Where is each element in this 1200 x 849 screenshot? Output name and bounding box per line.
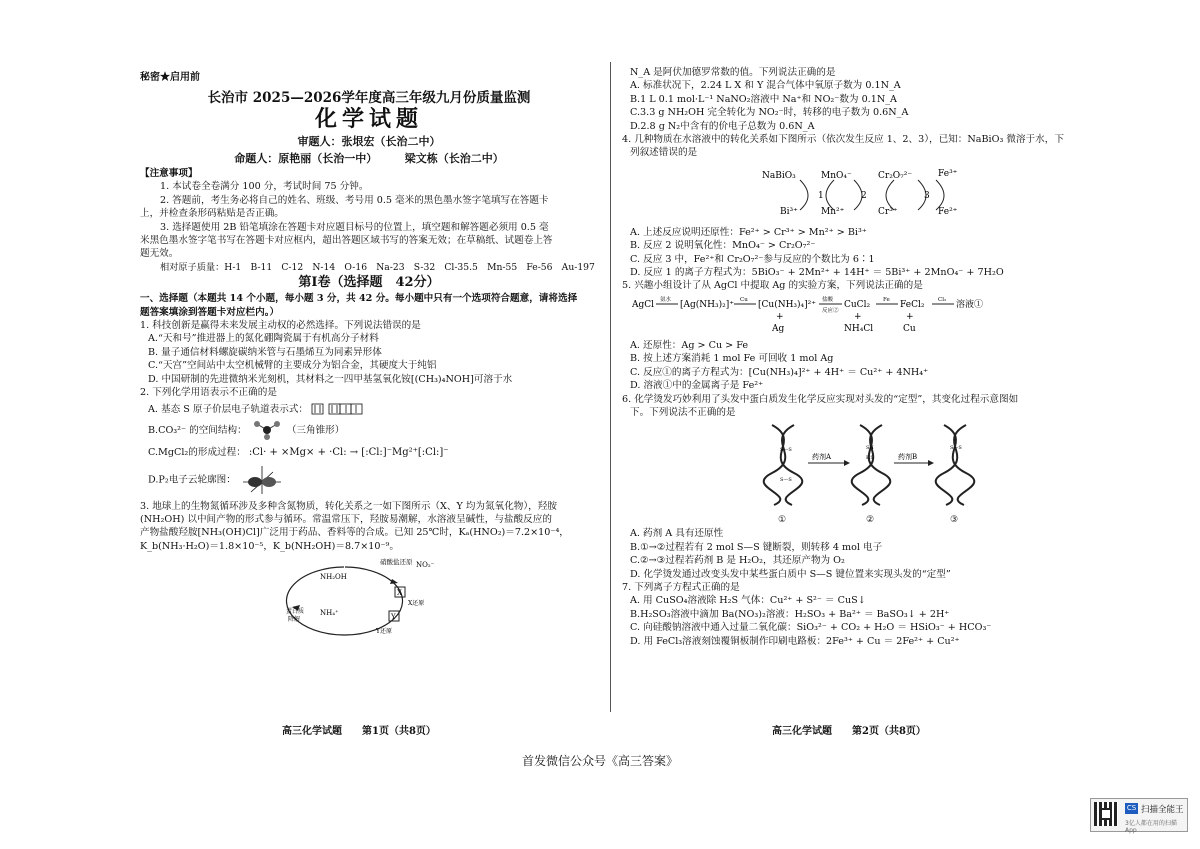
- right-page: [622, 0, 1080, 720]
- question-2-stem: 2. 下列化学用语表示不正确的是: [140, 387, 277, 399]
- flow-p2: [Cu(NH₃)₄]²⁺: [758, 299, 817, 310]
- flow-step5: Cl₂: [938, 296, 947, 303]
- question-5-option: A. 还原性：Ag > Cu > Fe: [630, 339, 749, 351]
- secret-label: 秘密★启用前: [140, 72, 200, 83]
- svg-text:+: +: [906, 311, 914, 322]
- helix-label-1: ①: [778, 515, 787, 526]
- flow-p1: [Ag(NH₃)₂]⁺: [680, 299, 734, 310]
- section-line: 题答案填涂到答题卡对应栏内。）: [140, 306, 280, 318]
- scanner-subtitle: 3亿人都在用的扫描App: [1125, 820, 1177, 834]
- question-7-option: A. 用 CuSO₄溶液除 H₂S 气体：Cu²⁺ + S²⁻ ＝ CuS↓: [630, 595, 866, 607]
- question-3-option: C.3.3 g NH₂OH 完全转化为 NO₂⁻时，转移的电子数为 0.6N_A: [630, 107, 909, 119]
- question-6-option: B.①→②过程若有 2 mol S—S 键断裂，则转移 4 mol 电子: [630, 541, 883, 553]
- bond-ss: S—S: [950, 445, 962, 452]
- cycle-label-nh2oh: NH₂OH: [320, 573, 347, 582]
- reviewer-line: 审题人：张垠宏（长治二中）: [297, 135, 441, 148]
- question-3-option: D.2.8 g N₂中含有的价电子总数为 0.6N_A: [630, 120, 815, 132]
- p-orbital-icon: [239, 464, 285, 496]
- question-7-stem: 7. 下列离子方程式正确的是: [622, 581, 740, 593]
- page-2-footer: 高三化学试题 第2页（共8页）: [772, 726, 926, 737]
- question-1-option: A.“天和号”推进器上的氮化硼陶瓷属于有机高分子材料: [148, 333, 379, 345]
- cycle-label-x: X: [397, 589, 402, 598]
- species-cr3: Cr³⁺: [878, 206, 898, 217]
- species-fe2: Fe²⁺: [938, 206, 958, 217]
- species-cr2o7: Cr₂O₇²⁻: [878, 170, 913, 181]
- scanner-name: 扫描全能王: [1141, 805, 1184, 815]
- question-1-option: D. 中国研制的先进微纳米光刻机，其材料之一四甲基氢氧化铵[(CH₃)₄NOH]可溶于水: [148, 373, 513, 385]
- option-b-text: B.CO₃²⁻ 的空间结构：: [148, 424, 247, 436]
- page-divider: [610, 62, 611, 712]
- page-1-footer: 高三化学试题 第1页（共8页）: [282, 726, 436, 737]
- cycle-label-xred: X还原: [408, 600, 425, 608]
- wechat-watermark: 首发微信公众号《高三答案》: [521, 754, 678, 768]
- perm-process-diagram: [622, 419, 1080, 511]
- authors-line: 命题人：原艳丽（长治一中） 梁文栋（长治二中）: [234, 152, 504, 165]
- agent-b-label: 药剂B: [898, 453, 918, 462]
- flow-byproduct-nh4cl: NH₄Cl: [844, 323, 874, 334]
- cycle-label-y: Y: [391, 613, 396, 622]
- question-2-option-d: [140, 464, 598, 500]
- question-4-option: B. 反应 2 说明氧化性：MnO₄⁻ > Cr₂O₇²⁻: [630, 240, 816, 252]
- notice-line: 上，并检查条形码粘贴是否正确。: [140, 208, 284, 220]
- question-1-stem: 1. 科技创新是赢得未来发展主动权的必然选择。下列说法错误的是: [140, 320, 421, 332]
- flow-step3b: 反应②: [822, 307, 839, 314]
- question-6-stem: 6. 化学烫发巧妙利用了头发中蛋白质发生化学反应实现对头发的“定型”，其变化过程示意图如: [622, 393, 1019, 405]
- question-3-line: 产物盐酸羟胺[NH₃(OH)Cl]广泛用于药品、香料等的合成。已知 25℃时，Kₐ(HNO₂)＝7.2×10⁻⁴，: [140, 527, 569, 539]
- question-4-option: C. 反应 3 中，Fe²⁺和 Cr₂O₇²⁻参与反应的个数比为 6∶1: [630, 253, 875, 265]
- cycle-label-protein2: 降解: [288, 616, 301, 624]
- helix-labels: [622, 515, 1080, 527]
- question-5-option: D. 溶液①中的金属离子是 Fe²⁺: [630, 380, 764, 392]
- flow-byproduct-cu: Cu: [903, 323, 916, 334]
- flow-step2: Cu: [740, 296, 748, 303]
- question-7-option: B.H₂SO₃溶液中滴加 Ba(NO₃)₂溶液：H₂SO₃ + Ba²⁺ ＝ BaSO₃↓ + 2H⁺: [630, 608, 950, 620]
- section-line: 一、选择题（本题共 14 个小题，每小题 3 分，共 42 分。每小题中只有一个选项符合题意，请将选择: [140, 293, 578, 305]
- question-3-line: K_b(NH₃·H₂O)＝1.8×10⁻⁵，K_b(NH₂OH)＝8.7×10⁻⁹。: [140, 540, 399, 552]
- qr-code-icon: [1094, 802, 1118, 826]
- cycle-label-yred: Y还原: [376, 628, 392, 636]
- question-4-option: A. 上述反应说明还原性：Fe²⁺ > Cr³⁺ > Mn²⁺ > Bi³⁺: [630, 226, 867, 238]
- left-page: [140, 0, 598, 720]
- cycle-label-no2: NO₂⁻: [416, 561, 435, 570]
- species-fe3: Fe³⁺: [938, 168, 958, 179]
- volume-title: 第Ⅰ卷（选择题 42分）: [298, 275, 440, 291]
- flow-p3: CuCl₂: [844, 299, 871, 310]
- svg-text:+: +: [776, 311, 784, 322]
- question-6-option: D. 化学烫发通过改变头发中某些蛋白质中 S—S 键位置来实现头发的“定型”: [630, 568, 951, 580]
- question-6-option: A. 药剂 A 具有还原性: [630, 528, 724, 540]
- question-2-option-a: [140, 400, 598, 420]
- flow-step3: 盐酸: [822, 296, 834, 303]
- mgcl2-formation: :Cl· + ×Mg× + ·Cl: → [:Cl:]⁻Mg²⁺[:Cl:]⁻: [248, 446, 449, 458]
- helix-2: [852, 425, 891, 505]
- question-2-option-c: [140, 442, 598, 464]
- helix-label-3: ③: [950, 515, 959, 526]
- question-3-option: A. 标准状况下，2.24 L X 和 Y 混合气体中氧原子数为 0.1N_A: [630, 80, 901, 92]
- bond-ss: S—S: [780, 477, 792, 484]
- question-1-option: B. 量子通信材料螺旋碳纳米管与石墨烯互为同素异形体: [148, 346, 382, 358]
- question-6-stem: 下。下列说法不正确的是: [630, 406, 736, 418]
- question-4-stem: 4. 几种物质在水溶液中的转化关系如下图所示（依次发生反应 1、2、3），已知：NaBiO₃ 微溶于水，下: [622, 134, 1064, 146]
- question-4-option: D. 反应 1 的离子方程式为：5BiO₃⁻ + 2Mn²⁺ + 14H⁺ ＝ 5Bi³⁺ + 2MnO₄⁻ + 7H₂O: [630, 267, 1004, 279]
- flow-agcl: AgCl: [632, 299, 655, 310]
- species-bi3: Bi³⁺: [780, 206, 798, 217]
- agent-a-label: 药剂A: [812, 453, 832, 462]
- question-3-cont: N_A 是阿伏加德罗常数的值。下列说法正确的是: [630, 67, 836, 78]
- option-c-text: C.MgCl₂的形成过程：: [148, 446, 246, 458]
- camscanner-logo: CS: [1126, 804, 1137, 812]
- question-5-stem: 5. 兴趣小组设计了从 AgCl 中提取 Ag 的实验方案，下列说法正确的是: [622, 280, 923, 292]
- cycle-label-nh4: NH₄⁺: [320, 609, 339, 618]
- question-3-line: 3. 地球上的生物氮循环涉及多种含氮物质，转化关系之一如下图所示（X、Y 均为氮氧化物），羟胺: [140, 500, 557, 512]
- helix-1: [764, 425, 803, 505]
- silver-recovery-flow: [622, 293, 1080, 335]
- exam-title: 长治市 2025—2026学年度高三年级九月份质量监测: [207, 90, 531, 106]
- notice-line: 米黑色墨水签字笔书写在答题卡对应框内，超出答题区域书写的答案无效；在草稿纸、试题卷上答: [140, 235, 553, 247]
- scanner-badge: [1090, 798, 1188, 832]
- bond-ss: S—S: [780, 447, 792, 454]
- helix-3: [936, 425, 975, 505]
- notice-line: 3. 选择题使用 2B 铅笔填涂在答题卡对应题目标号的位置上，填空题和解答题必须用 0.5 毫: [160, 221, 549, 233]
- question-7-option: C. 向硅酸钠溶液中通入过量二氧化碳：SiO₃²⁻ + CO₂ + H₂O ＝ HSiO₃⁻ + HCO₃⁻: [630, 622, 992, 634]
- question-1-option: C.“天宫”空间站中太空机械臂的主要成分为铝合金，其硬度大于纯铝: [148, 360, 437, 372]
- nitrogen-cycle-diagram: [140, 553, 598, 639]
- option-a-text: A. 基态 S 原子价层电子轨道表示式：: [148, 403, 309, 415]
- redox-cycle-diagram: [622, 160, 1080, 222]
- flow-step4: Fe: [883, 296, 890, 303]
- option-d-text: D.P₂电子云轮廓图：: [148, 474, 236, 485]
- option-b-note: （三角锥形）: [286, 424, 345, 436]
- flow-byproduct-ag: Ag: [772, 323, 785, 334]
- question-2-option-b: [140, 420, 598, 442]
- reaction-number-3: 3: [924, 190, 930, 201]
- question-3-line: (NH₂OH) 以中间产物的形式参与循环。常温常压下，羟胺易潮解，水溶液呈碱性，与盐酸反应的: [140, 513, 552, 525]
- subject-title: 化学试题: [314, 106, 423, 132]
- notice-title: 【注意事项】: [140, 168, 198, 179]
- atomic-masses: 相对原子质量：H-1 B-11 C-12 N-14 O-16 Na-23 S-32 Cl-35.5 Mn-55 Fe-56 Au-197: [160, 261, 595, 273]
- question-4-stem: 列叙述错误的是: [630, 147, 698, 159]
- molecule-model-icon: [250, 420, 284, 440]
- question-6-option: C.②→③过程若药剂 B 是 H₂O₂，其还原产物为 O₂: [630, 555, 845, 567]
- cycle-label-protein: 蛋白质: [286, 608, 305, 616]
- orbital-diagram-icon: [311, 402, 371, 416]
- reaction-number-1: 1: [818, 190, 824, 201]
- species-mno4: MnO₄⁻: [821, 170, 852, 181]
- question-7-option: D. 用 FeCl₃溶液刻蚀覆铜板制作印刷电路板：2Fe³⁺ + Cu ＝ 2Fe²⁺ + Cu²⁺: [630, 635, 960, 647]
- species-mn2: Mn²⁺: [821, 206, 845, 217]
- helix-label-2: ②: [866, 515, 875, 526]
- question-5-option: B. 按上述方案消耗 1 mol Fe 可回收 1 mol Ag: [630, 353, 834, 365]
- cycle-label-nitrif: 硝酸盐还原: [380, 558, 413, 567]
- flow-p4: FeCl₂: [900, 299, 925, 310]
- notice-line: 1. 本试卷全卷满分 100 分，考试时间 75 分钟。: [160, 181, 369, 193]
- group-hs: HS: [866, 455, 874, 462]
- species-nabio3: NaBiO₃: [762, 170, 796, 181]
- question-3-option: B.1 L 0.1 mol·L⁻¹ NaNO₂溶液中 Na⁺和 NO₂⁻数为 0.1N_A: [630, 93, 897, 105]
- reaction-number-2: 2: [861, 190, 867, 201]
- question-5-option: C. 反应①的离子方程式为：[Cu(NH₃)₄]²⁺ + 4H⁺ ＝ Cu²⁺ + 4NH₄⁺: [630, 366, 929, 378]
- group-sh: SH: [866, 445, 874, 452]
- svg-text:+: +: [854, 311, 862, 322]
- notice-line: 题无效。: [140, 248, 179, 260]
- flow-step1: 氨水: [660, 296, 672, 303]
- flow-p5: 溶液①: [956, 299, 984, 310]
- notice-line: 2. 答题前，考生务必将自己的姓名、班级、考号用 0.5 毫米的黑色墨水签字笔填写在答题卡: [160, 194, 549, 206]
